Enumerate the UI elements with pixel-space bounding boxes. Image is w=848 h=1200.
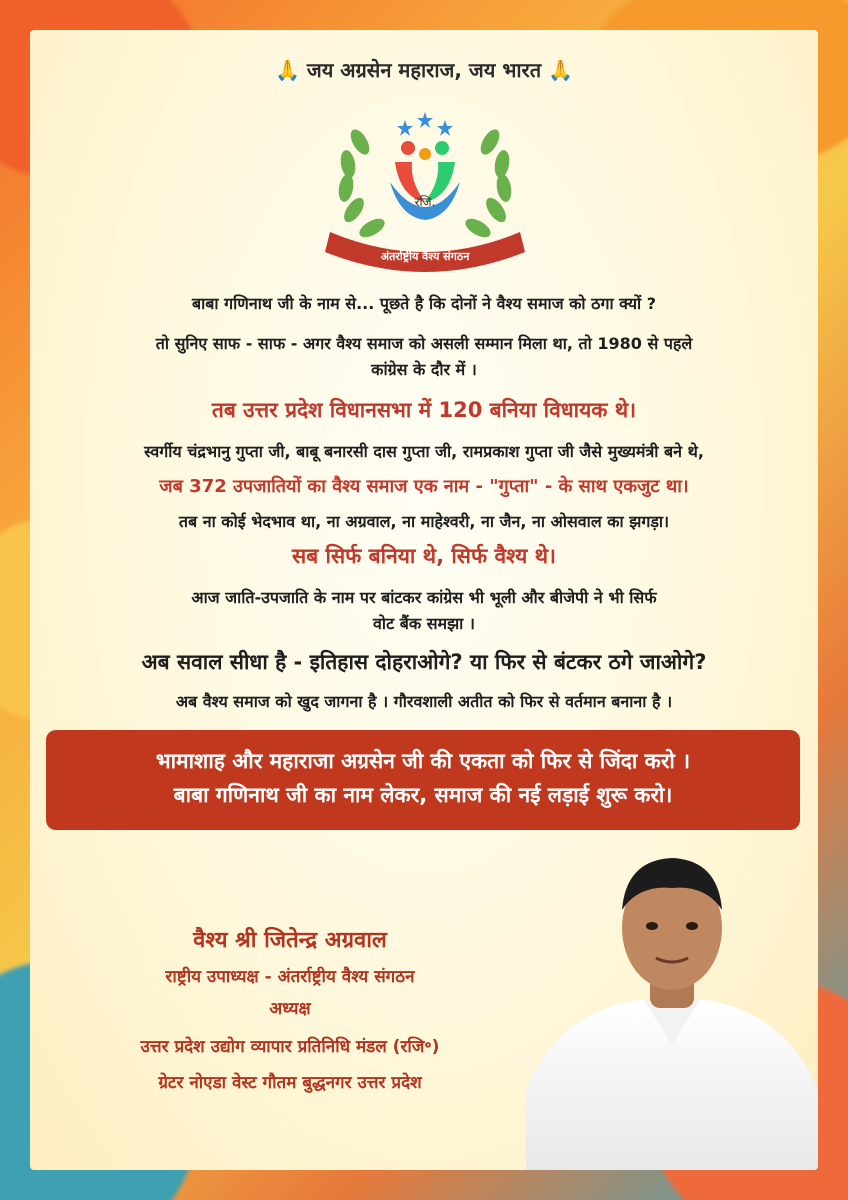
body-line-5: जब 372 उपजातियों का वैश्य समाज एक नाम - "गुप्ता" - के साथ एकजुट था। [159,476,689,497]
body-line-2a: तो सुनिए साफ - साफ - अगर वैश्य समाज को असली सम्मान मिला था, तो 1980 से पहले [155,334,693,353]
signatory-location: ग्रेटर नोएडा वेस्ट गौतम बुद्धनगर उत्तर प्रदेश [158,1073,422,1093]
signatory-role-2: अध्यक्ष [269,999,311,1019]
body-line-8b: वोट बैंक समझा । [373,614,475,633]
body-line-4: स्वर्गीय चंद्रभानु गुप्ता जी, बाबू बनारसी दास गुप्ता जी, रामप्रकाश गुप्ता जी जैसे मुख्यमंत्री बने थे, [144,442,704,461]
body-line-2b: कांग्रेस के दौर में । [371,360,477,379]
header-slogan: 🙏 जय अग्रसेन महाराज, जय भारत 🙏 [274,58,574,82]
body-line-3: तब उत्तर प्रदेश विधानसभा में 120 बनिया विधायक थे। [211,398,637,422]
organization-logo [320,102,530,272]
signatory-organization: उत्तर प्रदेश उद्योग व्यापार प्रतिनिधि मंडल (रजि॰) [140,1037,440,1057]
logo-reg-mark: रजि. [414,195,436,209]
body-line-8a: आज जाति-उपजाति के नाम पर बांटकर कांग्रेस भी भूली और बीजेपी ने भी सिर्फ [191,588,657,607]
banner-line-2: बाबा गणिनाथ जी का नाम लेकर, समाज की नई लड़ाई शुरू करो। [173,783,673,807]
poster-card [30,30,818,1170]
call-to-action-banner [46,730,800,830]
signatory-role-1: राष्ट्रीय उपाध्यक्ष - अंतर्राष्ट्रीय वैश्य संगठन [165,967,415,987]
body-line-7: सब सिर्फ बनिया थे, सिर्फ वैश्य थे। [292,544,556,568]
body-line-1: बाबा गणिनाथ जी के नाम से... पूछते है कि दोनों ने वैश्य समाज को ठगा क्यों ? [191,294,657,313]
banner-line-1: भामाशाह और महाराजा अग्रसेन जी की एकता को फिर से जिंदा करो । [155,749,691,773]
body-line-10: अब वैश्य समाज को खुद जागना है । गौरवशाली अतीत को फिर से वर्तमान बनाना है । [175,692,673,711]
logo-ribbon-text: अंतर्राष्ट्रीय वैश्य संगठन [380,250,470,263]
body-line-9: अब सवाल सीधा है - इतिहास दोहराओगे? या फिर से बंटकर ठगे जाओगे? [141,650,707,674]
body-line-6: तब ना कोई भेदभाव था, ना अग्रवाल, ना माहेश्वरी, ना जैन, ना ओसवाल का झगड़ा। [178,512,670,531]
portrait-photo [526,840,818,1170]
signatory-name: वैश्य श्री जितेन्द्र अग्रवाल [193,928,387,953]
